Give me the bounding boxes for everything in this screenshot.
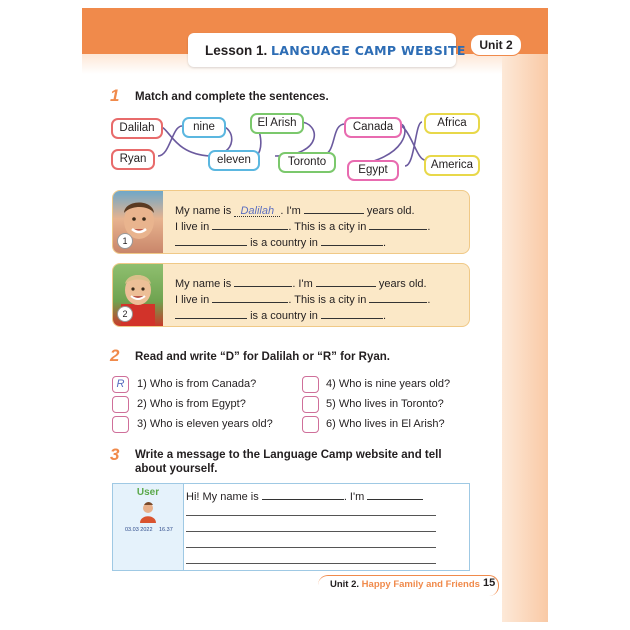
card-1-line-3	[175, 234, 386, 249]
word-america[interactable]: America	[424, 155, 480, 176]
word-canada[interactable]: Canada	[344, 117, 402, 138]
lesson-name: LANGUAGE CAMP WEBSITE	[271, 43, 466, 58]
card-1-text: .	[427, 221, 431, 233]
question-2: 2) Who is from Egypt?	[137, 398, 246, 410]
country-blank-2[interactable]	[175, 234, 247, 246]
answer-box-2[interactable]	[112, 396, 129, 413]
card-1-text: I live in	[175, 221, 210, 233]
card-1-line-2	[175, 218, 430, 233]
word-el-arish[interactable]: El Arish	[250, 113, 304, 134]
section-1-instruction: Match and complete the sentences.	[135, 91, 329, 103]
country-blank[interactable]	[369, 218, 427, 230]
card-1-line-1	[175, 202, 415, 217]
write-line-5[interactable]	[186, 563, 436, 564]
card-2-line-3	[175, 307, 386, 322]
card-2-line-2	[175, 291, 430, 306]
word-nine[interactable]: nine	[182, 117, 226, 138]
post-time: 16.37	[159, 527, 173, 533]
footer-unit: Unit 2.	[330, 579, 360, 590]
page-edge-strip	[502, 8, 548, 622]
city-blank[interactable]	[212, 291, 288, 303]
boy-photo-2	[113, 264, 163, 326]
answer-box-1[interactable]: R	[112, 376, 129, 393]
continent-blank[interactable]	[321, 307, 383, 319]
answer-box-5[interactable]	[302, 396, 319, 413]
question-4: 4) Who is nine years old?	[326, 378, 451, 390]
write-line-4[interactable]	[186, 547, 436, 548]
continent-blank[interactable]	[321, 234, 383, 246]
post-date: 03.03 2022	[125, 527, 153, 533]
photo-number-2: 2	[117, 306, 133, 322]
lesson-number: Lesson 1.	[205, 43, 268, 58]
message-text: . I'm	[343, 491, 365, 503]
message-line-1	[186, 488, 423, 503]
sentence-card-2	[112, 263, 470, 327]
card-2-text: .	[383, 310, 387, 322]
card-2-text: My name is	[175, 278, 232, 290]
lesson-title	[205, 43, 466, 58]
user-avatar-icon	[138, 501, 158, 523]
age-blank[interactable]	[304, 202, 364, 214]
card-2-text: .	[427, 294, 431, 306]
city-blank[interactable]	[212, 218, 288, 230]
boy-photo-1	[113, 191, 163, 253]
write-line-2[interactable]	[186, 515, 436, 516]
section-2-instruction: Read and write “D” for Dalilah or “R” for Ryan.	[135, 351, 390, 363]
message-text: Hi! My name is	[186, 491, 259, 503]
footer-title	[330, 579, 480, 590]
answer-box-3[interactable]	[112, 416, 129, 433]
card-2-text: . This is a city in	[288, 294, 367, 306]
unit-tab: Unit 2	[470, 34, 522, 56]
section-3-instruction-line-1: Write a message to the Language Camp website and tell	[135, 449, 442, 461]
card-2-text: years old.	[378, 278, 427, 290]
section-1-number: 1	[110, 86, 120, 105]
card-1-text: . This is a city in	[288, 221, 367, 233]
answer-box-6[interactable]	[302, 416, 319, 433]
user-label: User	[136, 487, 160, 498]
country-blank[interactable]	[369, 291, 427, 303]
sentence-card-1	[112, 190, 470, 254]
card-2-text: is a country in	[250, 310, 318, 322]
section-3-number: 3	[110, 445, 120, 464]
word-eleven[interactable]: eleven	[208, 150, 260, 171]
section-3-instruction-line-2: about yourself.	[135, 463, 218, 475]
word-ryan[interactable]: Ryan	[111, 149, 155, 170]
footer-unit-title: Happy Family and Friends	[361, 579, 480, 590]
word-dalilah[interactable]: Dalilah	[111, 118, 163, 139]
card-2-line-1	[175, 275, 427, 290]
answer-box-4[interactable]	[302, 376, 319, 393]
country-blank-2[interactable]	[175, 307, 247, 319]
word-toronto[interactable]: Toronto	[278, 152, 336, 173]
card-1-text: . I'm	[280, 205, 301, 217]
card-1-text: years old.	[366, 205, 415, 217]
write-line-3[interactable]	[186, 531, 436, 532]
question-1: 1) Who is from Canada?	[137, 378, 257, 390]
message-age-blank[interactable]	[367, 488, 423, 500]
card-1-text: My name is	[175, 205, 232, 217]
page-number: 15	[483, 577, 496, 589]
name-blank-filled[interactable]	[234, 205, 280, 217]
card-2-text: . I'm	[292, 278, 313, 290]
question-5: 5) Who lives in Toronto?	[326, 398, 444, 410]
card-1-text: is a country in	[250, 237, 318, 249]
question-3: 3) Who is eleven years old?	[137, 418, 273, 430]
age-blank[interactable]	[316, 275, 376, 287]
filled-answer: Dalilah	[240, 205, 275, 217]
word-africa[interactable]: Africa	[424, 113, 480, 134]
question-6: 6) Who lives in El Arish?	[326, 418, 445, 430]
card-2-text: I live in	[175, 294, 210, 306]
section-2-number: 2	[110, 346, 120, 365]
name-blank[interactable]	[234, 275, 292, 287]
user-panel	[113, 484, 184, 570]
message-name-blank[interactable]	[262, 488, 344, 500]
word-egypt[interactable]: Egypt	[347, 160, 399, 181]
card-1-text: .	[383, 237, 387, 249]
photo-number-1: 1	[117, 233, 133, 249]
